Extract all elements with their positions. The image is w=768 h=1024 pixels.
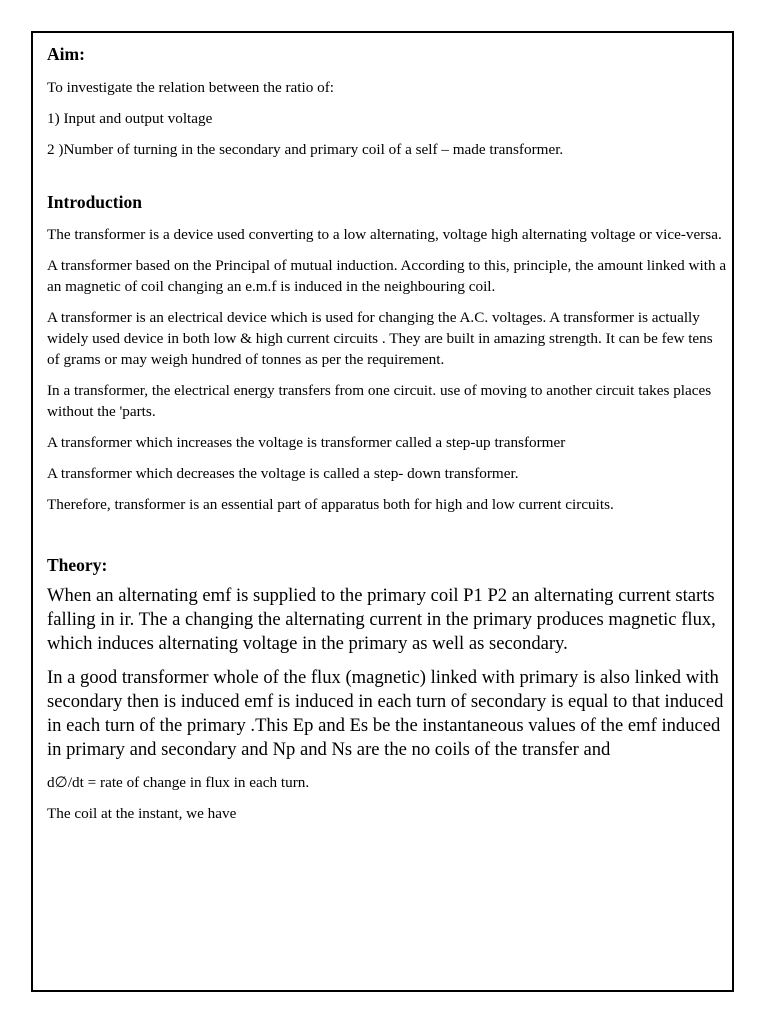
theory-paragraph-1: When an alternating emf is supplied to the primary coil P1 P2 an alternating current starts falling in ir. The a changing the alternating current in the primary produces magnetic flux, which induces alternating voltage in the primary as well as secondary.: [47, 585, 716, 654]
intro-paragraph-7: Therefore, transformer is an essential part of apparatus both for high and low current circuits.: [47, 496, 614, 513]
document-body: [47, 43, 727, 824]
theory-closing: The coil at the instant, we have: [47, 805, 237, 822]
theory-paragraph-2: In a good transformer whole of the flux (magnetic) linked with primary is also linked with secondary then is induced emf is induced in each turn of secondary is equal to that induced in each turn of the primary .This Ep and Es be the instantaneous values of the emf induced in primary and secondary and Np and Ns are the no coils of the transfer and: [47, 667, 724, 760]
intro-paragraph-4: In a transformer, the electrical energy transfers from one circuit. use of moving to another circuit takes places without the 'parts.: [47, 382, 712, 420]
intro-paragraph-5: A transformer which increases the voltage is transformer called a step-up transformer: [47, 434, 566, 451]
aim-intro: To investigate the relation between the ratio of:: [47, 79, 334, 96]
intro-paragraph-3: A transformer is an electrical device which is used for changing the A.C. voltages. A transformer is actually widely used device in both low & high current circuits . They are built in amazing strength. It can be few tens of grams or may weigh hundred of tonnes as per the requirement.: [47, 309, 713, 368]
aim-heading: Aim:: [47, 44, 85, 64]
theory-heading: Theory:: [47, 555, 108, 575]
intro-paragraph-6: A transformer which decreases the voltage is called a step- down transformer.: [47, 465, 519, 482]
intro-paragraph-1: The transformer is a device used converting to a low alternating, voltage high alternating voltage or vice-versa.: [47, 226, 722, 243]
aim-item-2: 2 )Number of turning in the secondary and primary coil of a self – made transformer.: [47, 141, 564, 158]
theory-formula: d∅/dt = rate of change in flux in each turn.: [47, 774, 310, 791]
introduction-heading: Introduction: [47, 192, 142, 212]
intro-paragraph-2: A transformer based on the Principal of mutual induction. According to this, principle, the amount linked with a an magnetic of coil changing an e.m.f is induced in the neighbouring coil.: [47, 257, 727, 295]
aim-item-1: 1) Input and output voltage: [47, 110, 213, 127]
